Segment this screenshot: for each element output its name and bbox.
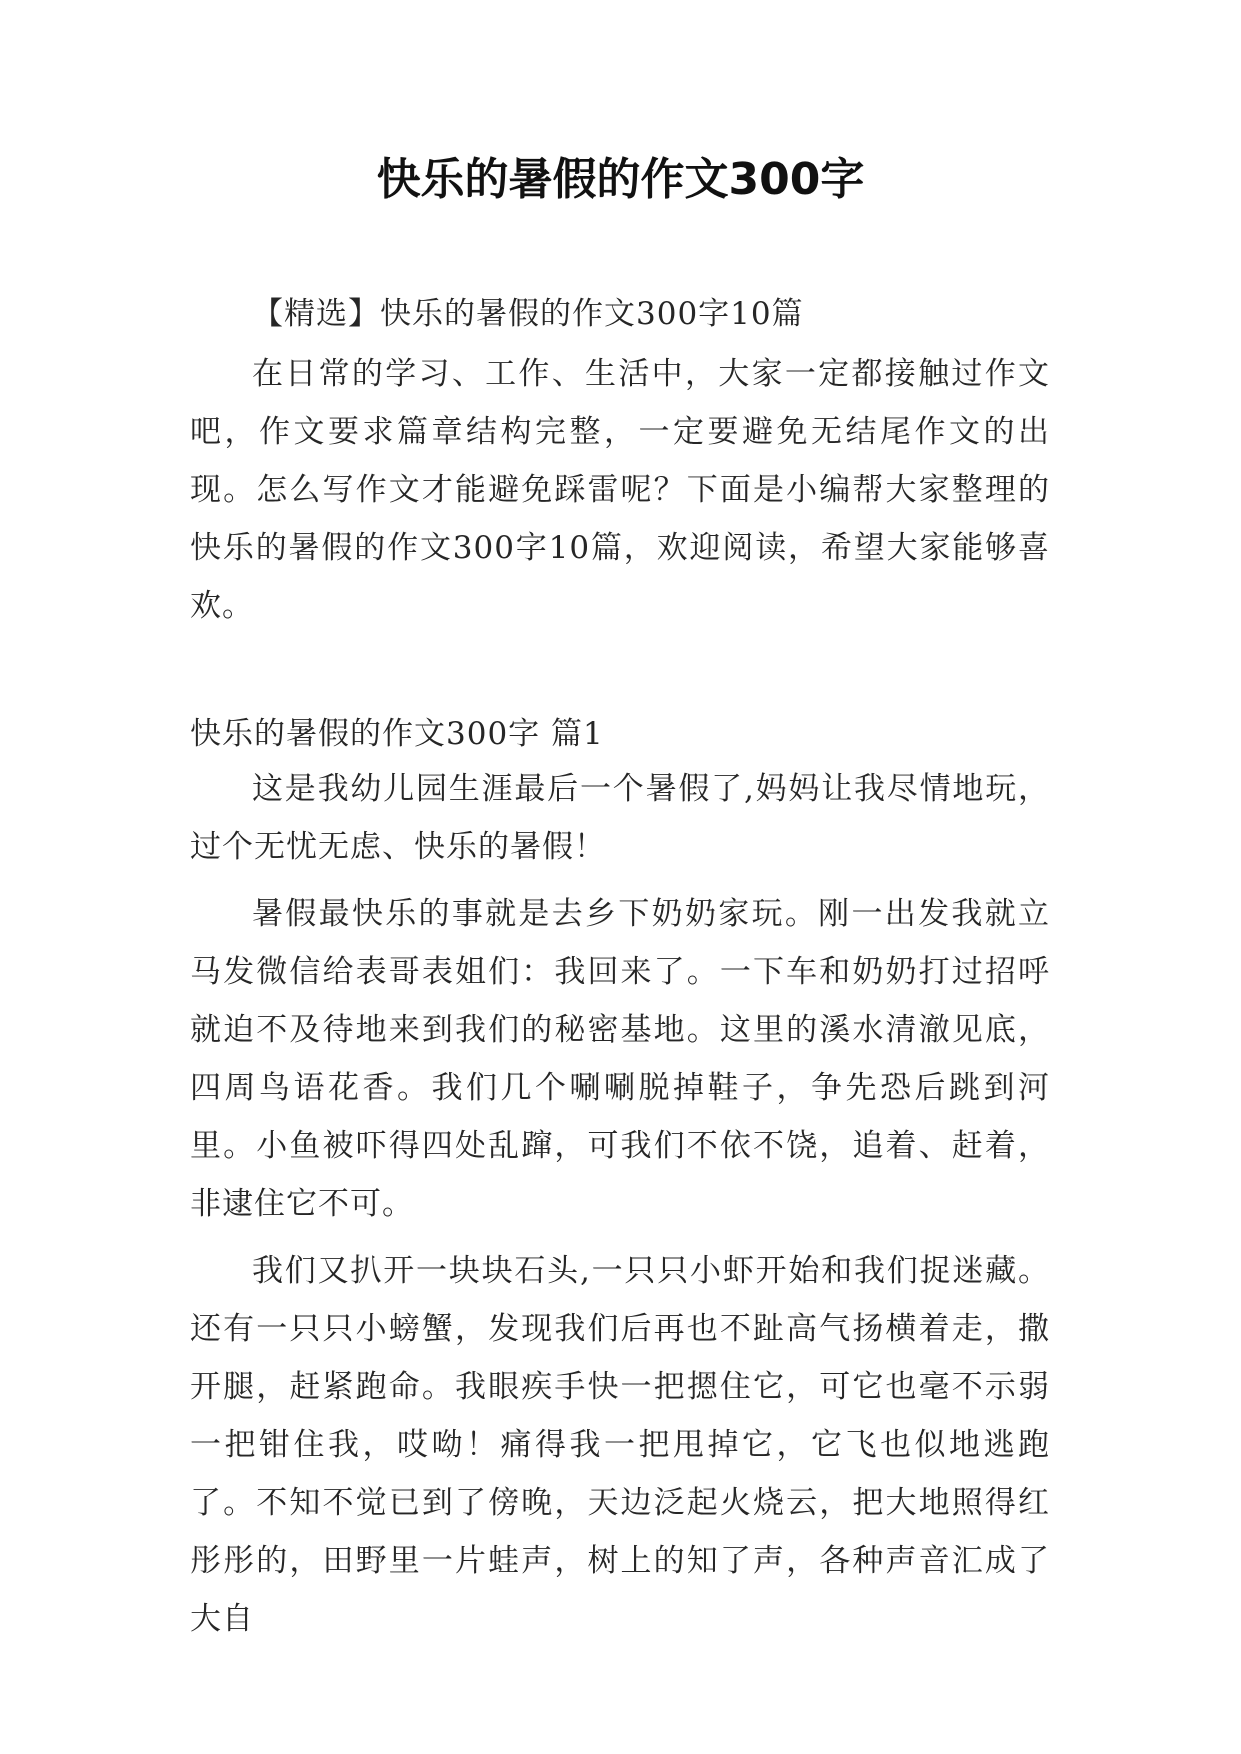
intro-paragraph: 在日常的学习、工作、生活中，大家一定都接触过作文吧，作文要求篇章结构完整，一定要避免无结尾作文的出现。怎么写作文才能避免踩雷呢？下面是小编帮大家整理的快乐的暑假的作文300字10篇，欢迎阅读，希望大家能够喜欢。 bbox=[190, 356, 1050, 624]
body-paragraph-1: 这是我幼儿园生涯最后一个暑假了,妈妈让我尽情地玩，过个无忧无虑、快乐的暑假！ bbox=[190, 771, 1050, 865]
section-heading: 快乐的暑假的作文300字 篇1 bbox=[190, 716, 604, 752]
section-body bbox=[190, 760, 1050, 1648]
document-title: 快乐的暑假的作文300字 bbox=[376, 154, 865, 205]
intro-block bbox=[190, 345, 1050, 635]
body-paragraph-3: 我们又扒开一块块石头,一只只小虾开始和我们捉迷藏。还有一只只小螃蟹，发现我们后再也不趾高气扬横着走，撒开腿，赶紧跑命。我眼疾手快一把摁住它，可它也毫不示弱一把钳住我，哎呦！痛得我一把甩掉它，它飞也似地逃跑了。不知不觉已到了傍晚，天边泛起火烧云，把大地照得红彤彤的，田野里一片蛙声，树上的知了声，各种声音汇成了大自 bbox=[190, 1253, 1050, 1637]
section-heading-block bbox=[190, 705, 1050, 763]
document-subtitle: 【精选】快乐的暑假的作文300字10篇 bbox=[252, 296, 804, 332]
document-subtitle-block bbox=[190, 285, 1050, 343]
body-paragraph-2: 暑假最快乐的事就是去乡下奶奶家玩。刚一出发我就立马发微信给表哥表姐们：我回来了。一下车和奶奶打过招呼就迫不及待地来到我们的秘密基地。这里的溪水清澈见底，四周鸟语花香。我们几个唰唰脱掉鞋子，争先恐后跳到河里。小鱼被吓得四处乱蹿，可我们不依不饶，追着、赶着，非逮住它不可。 bbox=[190, 896, 1050, 1222]
